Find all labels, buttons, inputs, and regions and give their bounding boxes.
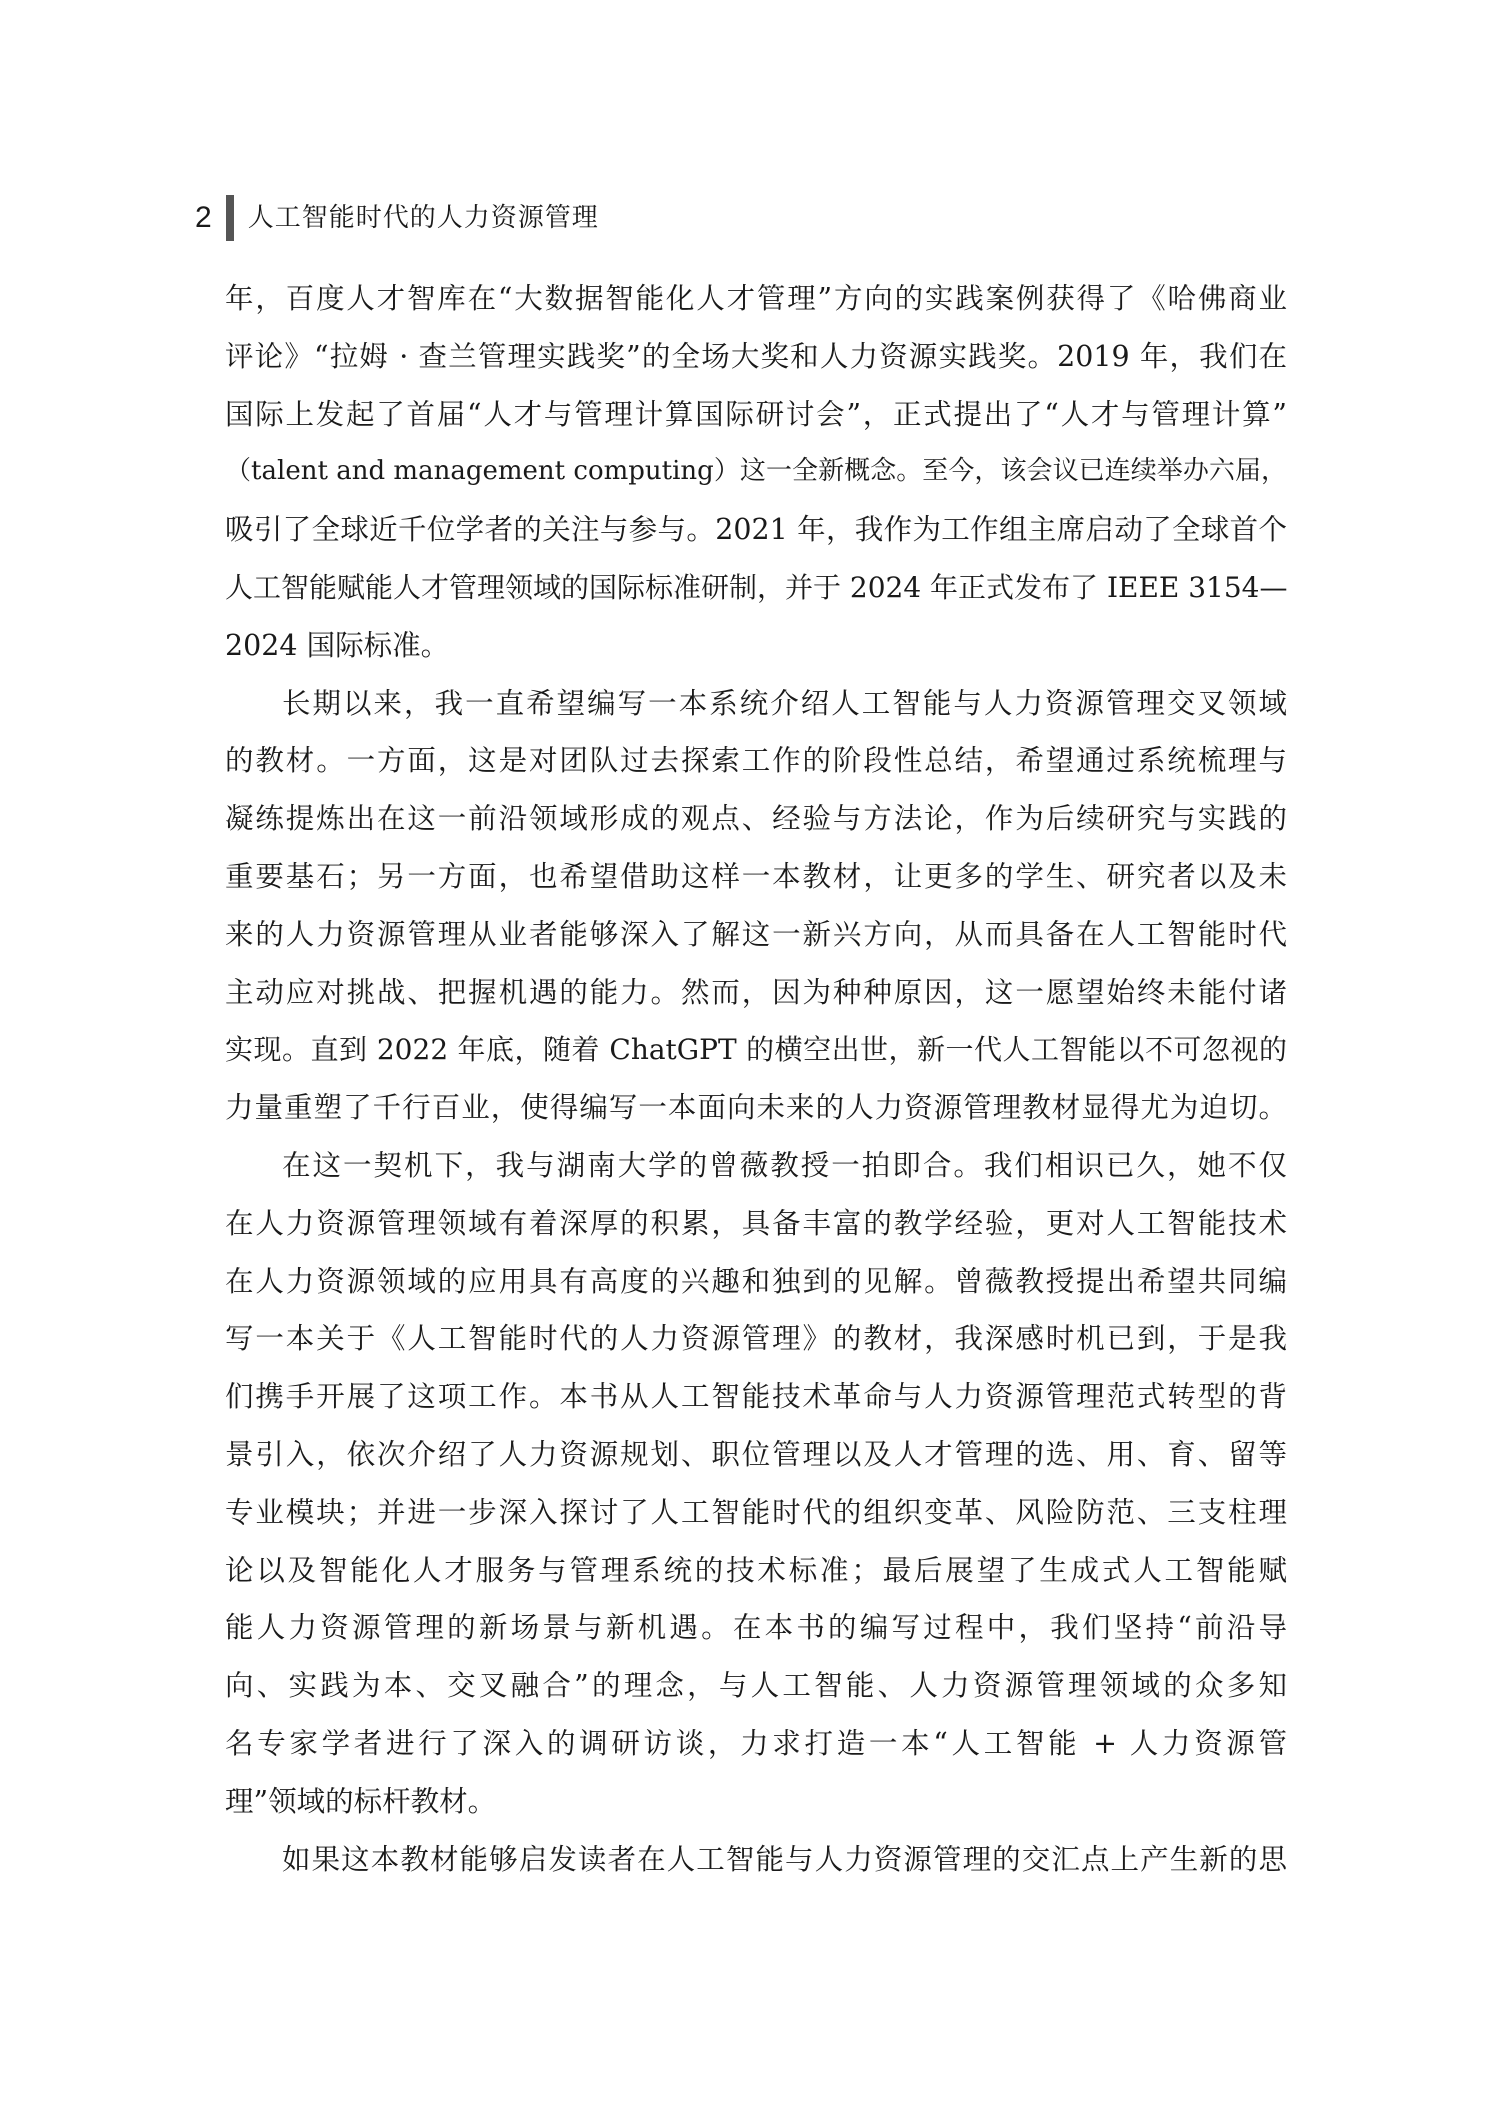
text-line: 评论》“拉姆 · 查兰管理实践奖”的全场大奖和人力资源实践奖。2019 年，我们在 [225,339,1287,373]
book-title: 人工智能时代的人力资源管理 [247,203,599,233]
text-line: 人工智能赋能人才管理领域的国际标准研制，并于 2024 年正式发布了 IEEE 3154— [225,570,1288,604]
text-line: 论以及智能化人才服务与管理系统的技术标准；最后展望了生成式人工智能赋 [225,1553,1287,1587]
text-line: 们携手开展了这项工作。本书从人工智能技术革命与人力资源管理范式转型的背 [225,1380,1287,1414]
text-line: 国际上发起了首届“人才与管理计算国际研讨会”，正式提出了“人才与管理计算” [225,397,1287,431]
text-line: 如果这本教材能够启发读者在人工智能与人力资源管理的交汇点上产生新的思 [282,1842,1287,1876]
text-line: 专业模块；并进一步深入探讨了人工智能时代的组织变革、风险防范、三支柱理 [225,1495,1287,1529]
text-line: 来的人力资源管理从业者能够深入了解这一新兴方向，从而具备在人工智能时代 [225,917,1287,951]
text-line: 写一本关于《人工智能时代的人力资源管理》的教材，我深感时机已到，于是我 [225,1322,1287,1356]
text-line: 年，百度人才智库在“大数据智能化人才管理”方向的实践案例获得了《哈佛商业 [225,282,1287,315]
text-line: 名专家学者进行了深入的调研访谈，力求打造一本“人工智能 + 人力资源管 [225,1726,1287,1760]
text-line: 力量重塑了千行百业，使得编写一本面向未来的人力资源管理教材显得尤为迫切。 [225,1091,1287,1125]
text-line: 2024 国际标准。 [225,628,450,662]
text-line: 向、实践为本、交叉融合”的理念，与人工智能、人力资源管理领域的众多知 [225,1669,1287,1703]
text-line: （talent and management computing）这一全新概念。至今，该会议已连续举办六届， [225,456,1287,487]
text-line: 长期以来，我一直希望编写一本系统介绍人工智能与人力资源管理交叉领域 [282,686,1287,720]
header-divider-bar [226,195,234,241]
body-text [225,270,1287,1888]
text-line: 实现。直到 2022 年底，随着 ChatGPT 的横空出世，新一代人工智能以不可忽视的 [225,1033,1287,1067]
text-line: 凝练提炼出在这一前沿领域形成的观点、经验与方法论，作为后续研究与实践的 [225,802,1287,836]
text-line: 在人力资源领域的应用具有高度的兴趣和独到的见解。曾薇教授提出希望共同编 [225,1264,1287,1298]
text-line: 主动应对挑战、把握机遇的能力。然而，因为种种原因，这一愿望始终未能付诸 [225,975,1287,1009]
text-line: 在这一契机下，我与湖南大学的曾薇教授一拍即合。我们相识已久，她不仅 [282,1148,1287,1182]
text-line: 能人力资源管理的新场景与新机遇。在本书的编写过程中，我们坚持“前沿导 [225,1611,1287,1645]
text-line: 在人力资源管理领域有着深厚的积累，具备丰富的教学经验，更对人工智能技术 [225,1206,1287,1240]
running-header [195,193,599,243]
page-number: 2 [195,201,212,234]
text-line: 吸引了全球近千位学者的关注与参与。2021 年，我作为工作组主席启动了全球首个 [225,513,1287,547]
text-line: 的教材。一方面，这是对团队过去探索工作的阶段性总结，希望通过系统梳理与 [225,744,1287,778]
text-line: 理”领域的标杆教材。 [225,1784,497,1818]
text-line: 重要基石；另一方面，也希望借助这样一本教材，让更多的学生、研究者以及未 [225,859,1287,893]
text-line: 景引入，依次介绍了人力资源规划、职位管理以及人才管理的选、用、育、留等 [225,1437,1287,1471]
